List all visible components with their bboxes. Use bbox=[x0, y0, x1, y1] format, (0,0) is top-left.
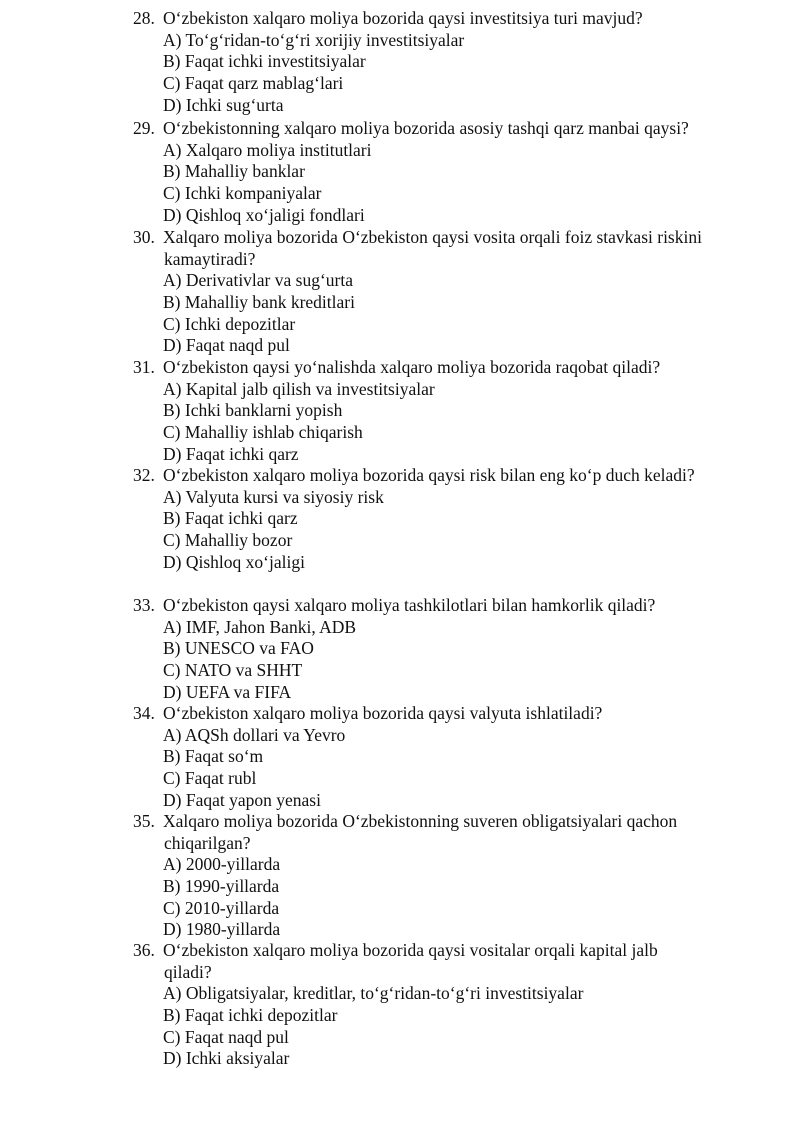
question-text-continued: qiladi? bbox=[164, 961, 212, 982]
question-29 bbox=[133, 118, 753, 226]
option-c: C) Faqat qarz mablag‘lari bbox=[163, 73, 344, 94]
option-c: C) Mahalliy bozor bbox=[163, 530, 293, 551]
option-c: C) Faqat naqd pul bbox=[163, 1026, 289, 1047]
option-d: D) Qishloq xo‘jaligi bbox=[163, 551, 305, 572]
option-d: D) Faqat ichki qarz bbox=[163, 443, 299, 464]
option-d: D) Faqat yapon yenasi bbox=[163, 789, 321, 810]
option-a: A) Valyuta kursi va siyosiy risk bbox=[163, 486, 384, 507]
option-d: D) Faqat naqd pul bbox=[163, 335, 290, 356]
question-30 bbox=[133, 227, 753, 357]
option-d: D) Ichki sug‘urta bbox=[163, 94, 284, 115]
option-c: C) 2010-yillarda bbox=[163, 897, 280, 918]
question-text-continued: kamaytiradi? bbox=[164, 248, 256, 269]
question-34 bbox=[133, 703, 753, 811]
question-number: 30. bbox=[133, 227, 155, 247]
question-text-continued: chiqarilgan? bbox=[164, 832, 251, 853]
option-a: A) To‘g‘ridan-to‘g‘ri xorijiy investitsiyalar bbox=[163, 29, 465, 50]
question-text: 28. O‘zbekiston xalqaro moliya bozorida qaysi investitsiya turi mavjud? bbox=[133, 8, 643, 28]
question-text: 31. O‘zbekiston qaysi yo‘nalishda xalqaro moliya bozorida raqobat qiladi? bbox=[133, 357, 661, 377]
question-text: 34. O‘zbekiston xalqaro moliya bozorida qaysi valyuta ishlatiladi? bbox=[133, 703, 603, 723]
option-b: B) 1990-yillarda bbox=[163, 876, 280, 897]
question-number: 28. bbox=[133, 8, 155, 28]
option-a: A) IMF, Jahon Banki, ADB bbox=[163, 616, 357, 637]
option-c: C) Mahalliy ishlab chiqarish bbox=[163, 422, 363, 443]
option-b: B) Faqat ichki depozitlar bbox=[163, 1005, 338, 1026]
option-c: C) NATO va SHHT bbox=[163, 660, 303, 681]
option-c: C) Faqat rubl bbox=[163, 768, 257, 789]
option-a: A) 2000-yillarda bbox=[163, 854, 281, 875]
option-a: A) AQSh dollari va Yevro bbox=[163, 724, 346, 745]
option-c: C) Ichki depozitlar bbox=[163, 313, 296, 334]
question-31 bbox=[133, 357, 753, 465]
question-number: 34. bbox=[133, 703, 155, 723]
question-text: 33. O‘zbekiston qaysi xalqaro moliya tashkilotlari bilan hamkorlik qiladi? bbox=[133, 595, 656, 615]
option-b: B) Mahalliy banklar bbox=[163, 161, 305, 182]
option-a: A) Derivativlar va sug‘urta bbox=[163, 270, 353, 291]
option-a: A) Obligatsiyalar, kreditlar, to‘g‘ridan-to‘g‘ri investitsiyalar bbox=[163, 983, 584, 1004]
option-b: B) Faqat ichki qarz bbox=[163, 508, 298, 529]
question-35 bbox=[133, 811, 753, 941]
question-number: 29. bbox=[133, 118, 155, 138]
question-28 bbox=[133, 8, 753, 116]
question-36 bbox=[133, 940, 753, 1070]
option-d: D) Qishloq xo‘jaligi fondlari bbox=[163, 204, 365, 225]
option-d: D) 1980-yillarda bbox=[163, 919, 281, 940]
option-a: A) Xalqaro moliya institutlari bbox=[163, 139, 372, 160]
option-b: B) UNESCO va FAO bbox=[163, 638, 314, 659]
question-text: 29. O‘zbekistonning xalqaro moliya bozorida asosiy tashqi qarz manbai qaysi? bbox=[133, 118, 689, 138]
question-text: 32. O‘zbekiston xalqaro moliya bozorida qaysi risk bilan eng ko‘p duch keladi? bbox=[133, 465, 695, 485]
option-b: B) Mahalliy bank kreditlari bbox=[163, 292, 355, 313]
question-text: 30. Xalqaro moliya bozorida O‘zbekiston qaysi vosita orqali foiz stavkasi riskini bbox=[133, 227, 702, 247]
question-number: 33. bbox=[133, 595, 155, 615]
question-number: 32. bbox=[133, 465, 155, 485]
question-number: 36. bbox=[133, 940, 155, 960]
option-d: D) Ichki aksiyalar bbox=[163, 1048, 290, 1069]
question-number: 31. bbox=[133, 357, 155, 377]
option-b: B) Faqat so‘m bbox=[163, 746, 264, 767]
option-b: B) Faqat ichki investitsiyalar bbox=[163, 51, 366, 72]
question-text: 36. O‘zbekiston xalqaro moliya bozorida qaysi vositalar orqali kapital jalb bbox=[133, 940, 658, 960]
question-33 bbox=[133, 595, 753, 703]
question-32 bbox=[133, 465, 753, 573]
option-c: C) Ichki kompaniyalar bbox=[163, 183, 322, 204]
question-number: 35. bbox=[133, 811, 155, 831]
option-d: D) UEFA va FIFA bbox=[163, 681, 292, 702]
option-a: A) Kapital jalb qilish va investitsiyalar bbox=[163, 378, 435, 399]
option-b: B) Ichki banklarni yopish bbox=[163, 400, 343, 421]
question-text: 35. Xalqaro moliya bozorida O‘zbekistonning suveren obligatsiyalari qachon bbox=[133, 811, 678, 831]
